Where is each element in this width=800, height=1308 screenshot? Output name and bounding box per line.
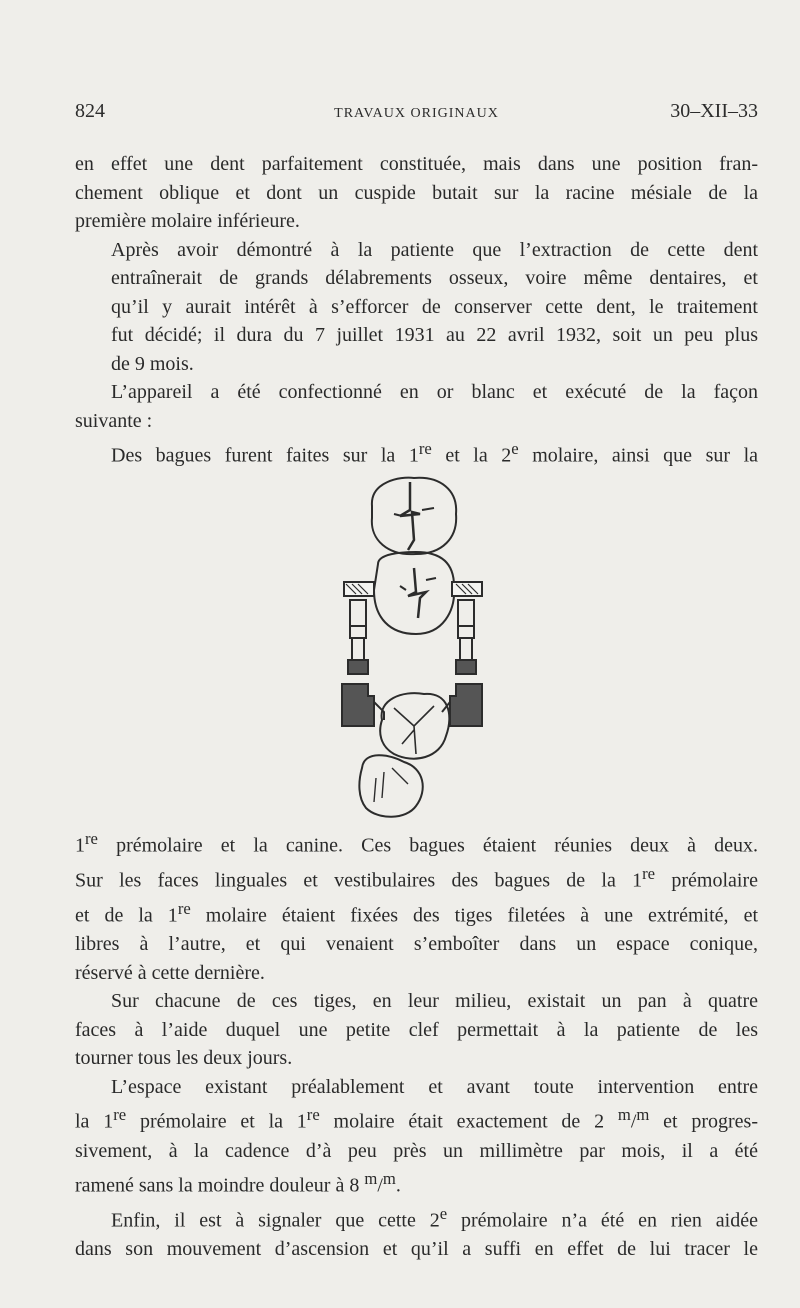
text-fragment: prémolaire: [671, 869, 759, 892]
text-fragment: molaire, ainsi que sur la: [532, 444, 759, 467]
text-line: réservé à cette dernière.: [75, 961, 265, 984]
text-fragment: molaire était exactement de 2: [333, 1111, 605, 1134]
paragraph-continuation: [75, 825, 758, 987]
text-block-bottom: [75, 825, 758, 1264]
paragraph: [75, 1073, 758, 1200]
paragraph: [75, 236, 758, 379]
text-line: [75, 825, 758, 860]
running-title: TRAVAUX ORIGINAUX: [334, 106, 499, 121]
text-fragment: 1: [75, 834, 85, 857]
text-fragment: prémolaire et la canine. Ces bagues étaient réunies deux à deux.: [116, 834, 758, 857]
paragraph: [75, 435, 758, 470]
superscript: re: [177, 899, 191, 919]
text-fragment: ramené sans la moindre douleur à 8: [75, 1174, 360, 1197]
superscript: m: [364, 1169, 378, 1189]
canine-tooth: [359, 755, 422, 817]
paragraph: [75, 1200, 758, 1264]
text-line: ramené sans la moindre douleur à 8 $^m$/$^m$.: [75, 1169, 401, 1197]
text-line: suivante :: [75, 409, 153, 432]
superscript: m: [617, 1105, 631, 1125]
text-fragment: prémolaire et la 1: [139, 1111, 307, 1134]
text-fragment: prémolaire n’a été en rien aidée: [460, 1209, 758, 1232]
superscript: re: [85, 829, 98, 848]
text-line: [75, 860, 758, 895]
orthodontic-appliance-figure: [330, 468, 500, 828]
issue-date: 30–XII–33: [670, 100, 758, 122]
text-line: fut décidé; il dura du 7 juillet 1931 au 22 avril 1932, soit un peu plus: [111, 324, 758, 346]
text-fragment: et de la 1: [75, 904, 178, 927]
page-number: 824: [75, 100, 105, 122]
text-line: libres à l’autre, et qui venaient s’emboîter dans un espace conique,: [75, 933, 758, 956]
text-line: entraînerait de grands délabrements osseux, voire même dentaires, et: [111, 267, 758, 289]
text-line: de 9 mois.: [111, 352, 194, 375]
text-line: qu’il y aurait intérêt à s’efforcer de conserver cette dent, le traitement: [111, 295, 758, 318]
text-line: tourner tous les deux jours.: [75, 1047, 293, 1070]
text-fragment: .: [395, 1174, 401, 1197]
molar-tooth-banded: [374, 552, 454, 634]
text-line: sivement, à la cadence d’à peu près un millimètre par mois, il a été: [75, 1139, 758, 1162]
text-line: la 1re prémolaire et la 1re molaire était exactement de 2 $^m$/$^m$ et progres-: [75, 1105, 758, 1134]
paragraph: [75, 378, 758, 435]
text-line: Après avoir démontré à la patiente que l’extraction de cette dent: [111, 238, 758, 261]
text-fragment: la 1: [75, 1111, 114, 1134]
screw-rod-right: [442, 582, 482, 726]
text-block-top: [75, 150, 758, 470]
text-fragment: et progres-: [663, 1111, 758, 1134]
text-line: en effet une dent parfaitement constituée, mais dans une position fran-: [75, 153, 758, 175]
superscript: re: [642, 864, 656, 884]
page-header: [75, 100, 758, 132]
text-line: L’espace existant préalablement et avant toute intervention entre: [111, 1075, 758, 1098]
text-fragment: Des bagues furent faites sur la 1: [111, 444, 419, 467]
text-line: L’appareil a été confectionné en or blanc et exécuté de la façon: [111, 381, 758, 403]
premolar-tooth: [380, 693, 449, 759]
text-line: [75, 895, 758, 930]
superscript: re: [418, 439, 432, 458]
text-line: [75, 435, 758, 470]
text-fragment: Enfin, il est à signaler que cette 2: [111, 1209, 440, 1232]
screw-rod-left: [342, 582, 384, 726]
text-line: dans son mouvement d’ascension et qu’il a suffi en effet de lui tracer le: [75, 1238, 758, 1261]
text-line: faces à l’aide duquel une petite clef permettait à la patiente de les: [75, 1018, 758, 1041]
paragraph-continuation: [75, 150, 758, 236]
superscript: e: [511, 439, 519, 458]
text-line: chement oblique et dont un cuspide butait sur la racine mésiale de la: [75, 181, 758, 204]
text-fragment: Sur les faces linguales et vestibulaires des bagues de la 1: [75, 869, 643, 892]
superscript: re: [306, 1105, 320, 1125]
text-line: Sur chacune de ces tiges, en leur milieu, existait un pan à quatre: [111, 990, 758, 1013]
superscript: m: [636, 1105, 650, 1125]
text-fragment: molaire étaient fixées des tiges filetées à une extrémité, et: [205, 904, 759, 927]
superscript: m: [382, 1169, 396, 1189]
text-fragment: et la 2: [445, 444, 512, 467]
text-line: [75, 1200, 758, 1235]
text-line: première molaire inférieure.: [75, 210, 300, 232]
paragraph: [75, 987, 758, 1073]
molar-tooth-upper: [372, 478, 456, 555]
superscript: e: [439, 1204, 448, 1224]
superscript: re: [113, 1105, 127, 1125]
